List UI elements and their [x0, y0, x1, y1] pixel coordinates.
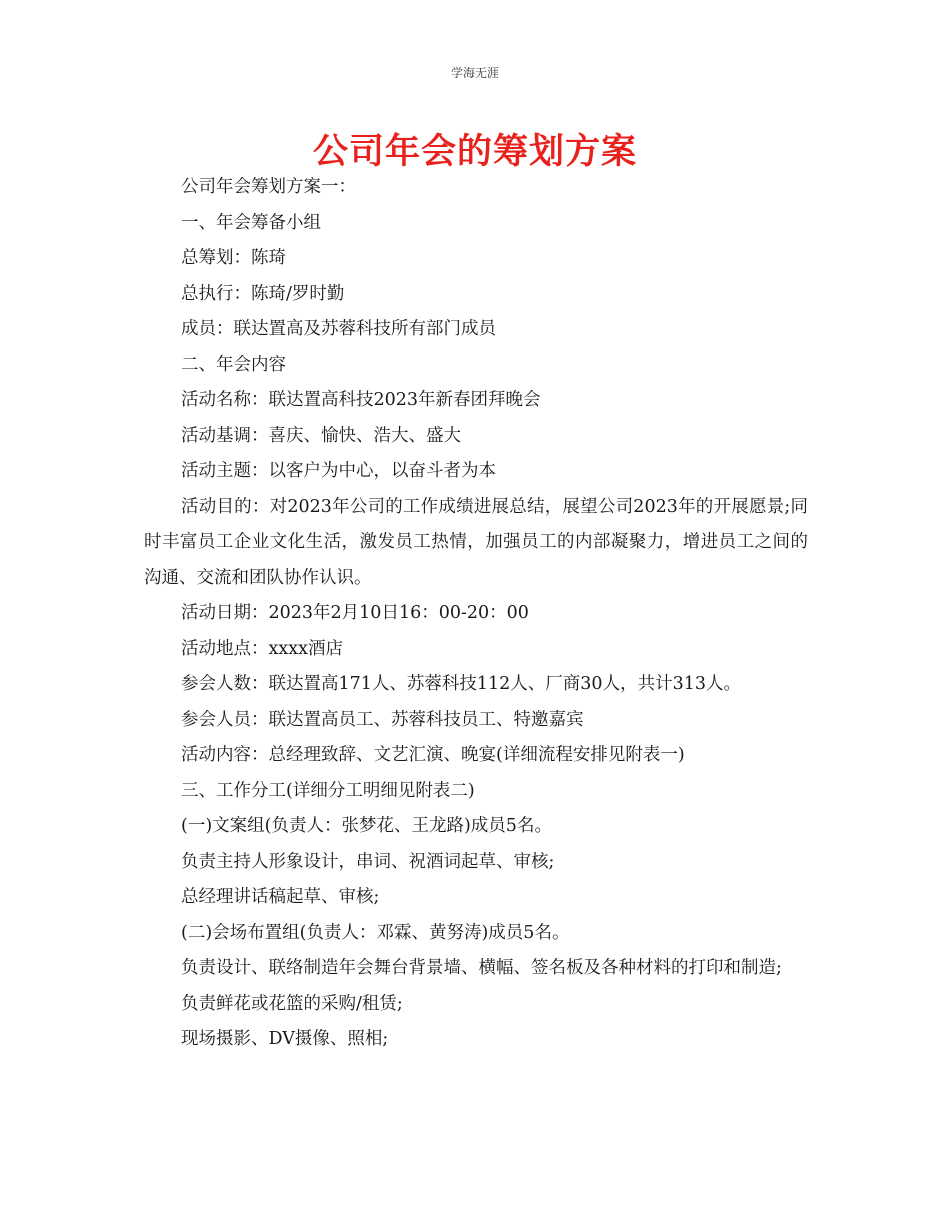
paragraph: (一)文案组(负责人：张梦花、王龙路)成员5名。 [181, 816, 552, 836]
paragraph: 活动主题：以客户为中心，以奋斗者为本 [181, 461, 496, 481]
paragraph: 活动日期：2023年2月10日16：00-20：00 [181, 603, 529, 623]
section-heading: 二、年会内容 [181, 354, 286, 375]
section-heading: 一、年会筹备小组 [181, 212, 321, 233]
paragraph: 负责设计、联络制造年会舞台背景墙、横幅、签名板及各种材料的打印和制造; [181, 958, 782, 978]
paragraph: 负责主持人形象设计，串词、祝酒词起草、审核; [181, 851, 555, 872]
page-header: 学海无涯 [450, 66, 499, 80]
paragraph: 活动地点：xxxx酒店 [181, 638, 343, 659]
paragraph: 负责鲜花或花篮的采购/租赁; [181, 993, 403, 1014]
paragraph: 参会人数：联达置高171人、苏蓉科技112人、厂商30人，共计313人。 [181, 674, 741, 694]
paragraph: 总经理讲话稿起草、审核; [181, 887, 380, 907]
document-title: 公司年会的筹划方案 [312, 132, 637, 172]
paragraph: 总执行：陈琦/罗时勤 [181, 283, 345, 304]
section-heading: 三、工作分工(详细分工明细见附表二) [181, 780, 475, 801]
paragraph: 公司年会筹划方案一： [181, 177, 356, 197]
paragraph: 活动基调：喜庆、愉快、浩大、盛大 [181, 425, 461, 446]
paragraph: 活动内容：总经理致辞、文艺汇演、晚宴(详细流程安排见附表一) [181, 745, 685, 765]
paragraph: 成员：联达置高及苏蓉科技所有部门成员 [181, 319, 496, 339]
paragraph: 活动目的：对2023年公司的工作成绩进展总结，展望公司2023年的开展愿景;同时丰富员工企业文化生活，激发员工热情，加强员工的内部凝聚力，增进员工之间的沟通、交流和团队协作认识。 [144, 496, 808, 588]
document-body [144, 170, 808, 1058]
paragraph: 现场摄影、DV摄像、照相; [181, 1029, 389, 1049]
paragraph: (二)会场布置组(负责人：邓霖、黄努涛)成员5名。 [181, 922, 570, 943]
paragraph: 参会人员：联达置高员工、苏蓉科技员工、特邀嘉宾 [181, 709, 584, 730]
paragraph: 总筹划：陈琦 [181, 248, 286, 268]
paragraph: 活动名称：联达置高科技2023年新春团拜晚会 [181, 390, 541, 410]
